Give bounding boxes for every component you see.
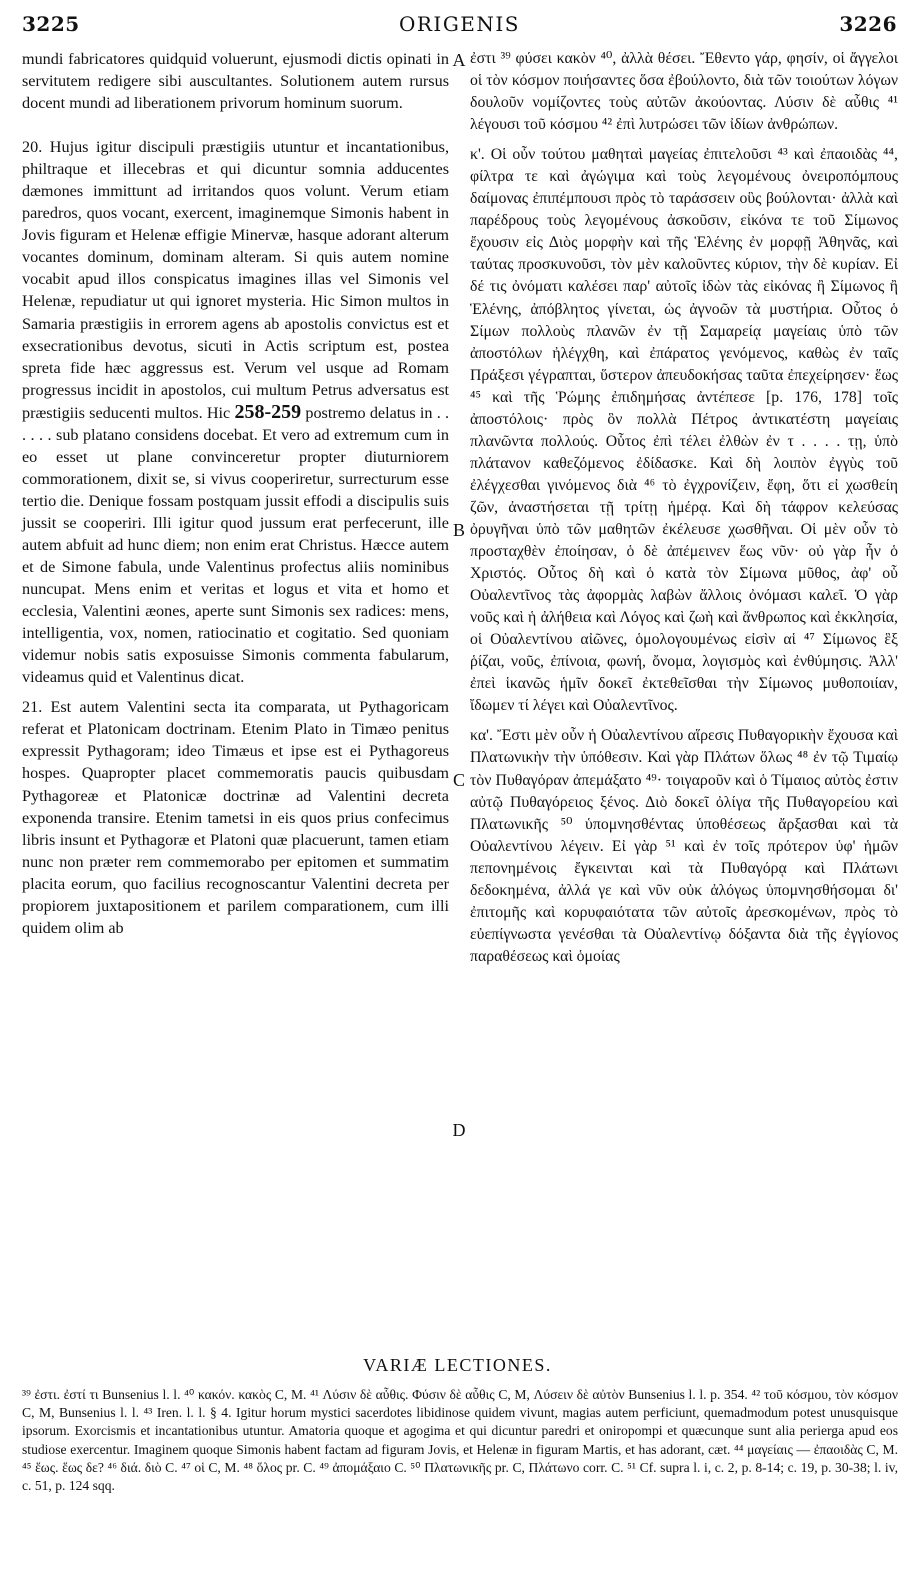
greek-paragraph-1: ἐστι ³⁹ φύσει κακὸν ⁴⁰, ἀλλὰ θέσει. Ἔθεντο γάρ, φησίν, οἱ ἄγγελοι οἱ τὸν κόσμον ποιήσαντες ὅσα ἐβούλοντο, διὰ τῶν τοιούτων λόγων δουλοῦν νομίζοντες τοὺς αὐτῶν ἀκούοντας. Λύσιν δὲ αὖθις ⁴¹ λέγουσι τοῦ κόσμου ⁴² ἐπὶ λυτρώσει τῶν ἰδίων ἀνθρώπων. [470,50,898,134]
page-header [22,12,897,42]
latin-paragraph-21: 21. Est autem Valentini secta ita comparata, ut Pythagoricam referat et Platonicam doctrinam. Etenim Plato in Timæo penitus expressit Pythagoram; ideo Timæus et ipse est ei Pythagoreus hospes. Quapropter placet commemoratis paucis quibusdam Pythagoreæ et Platonicæ doctrinæ ad Valentini decreta exponenda transire. Etenim tametsi in eis quos prius confecimus libris insunt et Pythagoræ et Platoni quæ placuerunt, tamen etiam nunc non præter rem commemorabo per epitomen et summatim placita eorum, quo facilius recognoscantur Valentini decreta per propiorem juxtapositionem et parilem comparationem, cum illi quidem olim ab [22,698,449,937]
margin-marker-c: C [452,770,465,790]
right-column-number: 3226 [839,12,897,36]
greek-column [470,48,898,968]
variae-lectiones-title: VARIÆ LECTIONES. [363,1355,552,1375]
running-title: ORIGENIS [398,12,521,36]
variae-lectiones-notes: ³⁹ ἐστι. ἐστί τι Bunsenius l. l. ⁴⁰ κακόν. κακὸς C, M. ⁴¹ Λύσιν δὲ αὖθις. Φύσιν δὲ αὖθις C, M, Λύσειν δὲ αὐτὸν Bunsenius l. l. p. 354. ⁴² τοῦ κόσμου, τὸν κόσμον C, M, Bunsenius l. l. ⁴³ Iren. l. l. § 4. Igitur horum mystici sacerdotes libidinose quidem vivunt, magias autem perficiunt, quemadmodum potest unusquisque ipsorum. Exorcismis et incantationibus utuntur. Amatoria quoque et agogima et qui dicuntur paredri et oniropompi et quæcunque sunt alia perierga apud eos studiose exercentur. Imaginem quoque Simonis habent factam ad figuram Jovis, et Helenæ in figuram Martis, et has adorant, cæt. ⁴⁴ μαγείαις — ἐπαοιδὰς C, M. ⁴⁵ ἕως. ἕως δε? ⁴⁶ διά. διὸ C. ⁴⁷ οἱ C, M. ⁴⁸ ὅλος pr. C. ⁴⁹ ἀπομάξαιο C. ⁵⁰ Πλατωνικῆς pr. C, Πλάτωνο corr. C. ⁵¹ Cf. supra l. i, c. 2, p. 8-14; c. 19, p. 30-38; l. iv, c. 51, p. 124 sqq. [22,1387,898,1494]
greek-paragraph-ka: κα'. Ἔστι μὲν οὖν ἡ Οὐαλεντίνου αἵρεσις Πυθαγορικὴν ἔχουσα καὶ Πλατωνικὴν τὴν ὑπόθεσιν. Καὶ γὰρ Πλάτων ὅλως ⁴⁸ ἐν τῷ Τιμαίῳ τὸν Πυθαγόραν ἀπεμάξατο ⁴⁹· τοιγαροῦν καὶ ὁ Τίμαιος αὐτὸς ἐστιν αὐτῷ Πυθαγόρειος ξένος. Διὸ δοκεῖ ὀλίγα τῆς Πυθαγορείου καὶ Πλατωνικῆς ⁵⁰ ὑπομνησθέντας ὑποθέσεως ἄρξασθαι καὶ τὰ Οὐαλεντίνου λέγειν. Εἰ γὰρ ⁵¹ καὶ ἐν τοῖς πρότερον ὑφ' ἡμῶν πεπονημένοις ἔγκεινται καὶ τὰ Πυθαγόρᾳ καὶ Πλάτωνι δεδοκημένα, ἀλλά γε καὶ νῦν οὐκ ἀλόγως ὑπομνησθήσομαι δι' ἐπιτομῆς καὶ κορυφαιότατα τῶν αὐτοῖς ἀρεσκομένων, πρὸς τὸ εὐεπίγνωστα γενέσθαι τὰ Οὐαλεντίνῳ δόξαντα διὰ τῆς ἐγγίονος παραθέσεως καὶ ὁμοίας [470,727,898,965]
latin-paragraph-20-text: 20. Hujus igitur discipuli præstigiis utuntur et incantationibus, philtraque et illecebras et qui dicuntur somnia adducentes dæmones immittunt ad irritandos quos volunt. Verum etiam paredros, quos vocant, exercent, imaginemque Simonis habent in Jovis figuram et Helenæ effigie Minervæ, hasque adorant alterum vocantes dominum, dominam alteram. Si quis autem nomine vocabit apud illos conspicatus imagines illas vel Simonis vel Helenæ, repudiatur ut qui ignoret mysteria. Hic Simon multos in Samaria præstigiis in errorem agens ab apostolis convictus est et exsecrationibus devotus, sicuti in Actis scriptum est, postea spreta fide hæc aggressus est. Verum vel usque ad Romam progressus incidit in apostolos, cui multum Petrus adversatus est præstigiis seducenti multos. Hic [22,138,449,422]
margin-marker-b: B [452,520,465,540]
greek-paragraph-k: κ'. Οἱ οὖν τούτου μαθηταὶ μαγείας ἐπιτελοῦσι ⁴³ καὶ ἐπαοιδὰς ⁴⁴, φίλτρα τε καὶ ἀγώγιμα καὶ τοὺς λεγομένους ὀνειροπόμπους δαίμονας ἐπιπέμπουσι πρὸς τὸ ταράσσειν οὓς βούλονται· ἀλλὰ καὶ παρέδρους τοὺς λεγομένους ἀσκοῦσιν, εἰκόνα τε τοῦ Σίμωνος ἔχουσιν εἰς Διὸς μορφὴν καὶ τῆς Ἑλένης ἐν μορφῇ Ἀθηνᾶς, καὶ ταύτας προσκυνοῦσι, τὸν μὲν καλοῦντες κύριον, τὴν δὲ κυρίαν. Εἰ δέ τις ὀνόματι καλέσει παρ' αὐτοῖς ἰδὼν τὰς εἰκόνας ἢ Σίμωνος ἢ Ἑλένης, ἀπόβλητος γίνεται, ὡς ἀγνοῶν τὰ μυστήρια. Οὗτος ὁ Σίμων πολλοὺς πλανῶν ἐν τῇ Σαμαρείᾳ μαγείαις ὑπὸ τῶν ἀποστόλων ἠλέγχθη, καὶ ἐπάρατος γενόμενος, καθὼς ἐν ταῖς Πράξεσι γέγραπται, ὕστερον ἀπευδοκήσας ταῦτα ἐπεχείρησεν· ἕως ⁴⁵ καὶ τῆς Ῥώμης ἐπιδημήσας ἀντέπεσε [p. 176, 178] τοῖς ἀποστόλοις· πρὸς ὃν πολλὰ Πέτρος ἀντικατέστη μαγείαις πλανῶντα πολλούς. Οὗτος ἐπὶ τέλει ἐλθὼν ἐν τ . . . . τῃ, ὑπὸ πλάτανον καθεζόμενος ἐδίδασκε. Καὶ δὴ λοιπὸν ἐγγὺς τοῦ ἐλέγχεσθαι γινόμενος διὰ ⁴⁶ τὸ ἐγχρονίζειν, ἔφη, ὅτι εἰ χωσθείη ζῶν, ἀναστήσεται τῇ τρίτῃ ἡμέρᾳ. Καὶ δὴ τάφρον κελεύσας ὀρυγῆναι ὑπὸ τῶν μαθητῶν ἐκέλευσε χωσθῆναι. Οἱ μὲν οὖν τὸ προσταχθὲν ἐποίησαν, ὁ δὲ ἀπέμεινεν ἕως νῦν· οὐ γὰρ ἦν ὁ Χριστός. Οὗτος δὴ καὶ ὁ κατὰ τὸν Σίμωνα μῦθος, ἀφ' οὗ Οὐαλεντῖνος τὰς ἀφορμὰς λαβὼν ἄλλοις ὀνόμασι καλεῖ. Ὁ γὰρ νοῦς καὶ ἡ ἀλήθεια καὶ Λόγος καὶ ζωὴ καὶ ἄνθρωπος καὶ ἐκκλησία, οἱ Οὐαλεντίνου αἰῶνες, ὁμολογουμένως εἰσὶν αἱ ⁴⁷ Σίμωνος ἓξ ῥίζαι, νοῦς, ἐπίνοια, φωνή, ὄνομα, λογισμὸς καὶ ἐνθύμησις. Ἀλλ' ἐπεὶ ἱκανῶς ἡμῖν δοκεῖ ἐκτεθεῖσθαι τὴν Σίμωνος μυθοποιίαν, ἴδωμεν τί λέγει καὶ Οὐαλεντῖνος. [470,146,898,715]
latin-paragraph-1: mundi fabricatores quidquid voluerunt, ejusmodi dictis opinati in servitutem redigere sibi auscultantes. Solutionem autem rursus docent mundi ad liberationem privorum hominum suorum. [22,50,449,113]
latin-paragraph-20-cont: postremo delatus in . . . . . . sub platano considens docebat. Et vero ad extremum cum in eo esset ut plane convinceretur propter diuturniorem commorationem, dixit se, si vivus cooperiretur, surrecturum esse tertio die. Denique fossam postquam jussit effodi a discipulis suis jussit se cooperiri. Illi igitur quod jussum erat perfecerunt, ille autem abfuit ad hunc diem; non enim erat Christus. Hæcce autem et de Simone fabula, unde Valentinus profectus aliis nominibus nuncupat. Mens enim et veritas et logus et vita et homo et ecclesia, Valentini æones, aperte sunt Simonis sex radices: mens, intelligentia, vox, nomen, ratiocinatio et cogitatio. Sed quoniam videmur nobis satis exposuisse Simonis commenta fabularum, videamus quid et Valentinus dicat. [22,403,450,687]
latin-column [22,48,449,939]
margin-marker-d: D [452,1120,466,1140]
left-column-number: 3225 [22,12,80,36]
inline-column-ref: 258-259 [234,400,302,423]
margin-marker-a: A [452,50,466,70]
latin-paragraph-20 [22,136,449,688]
